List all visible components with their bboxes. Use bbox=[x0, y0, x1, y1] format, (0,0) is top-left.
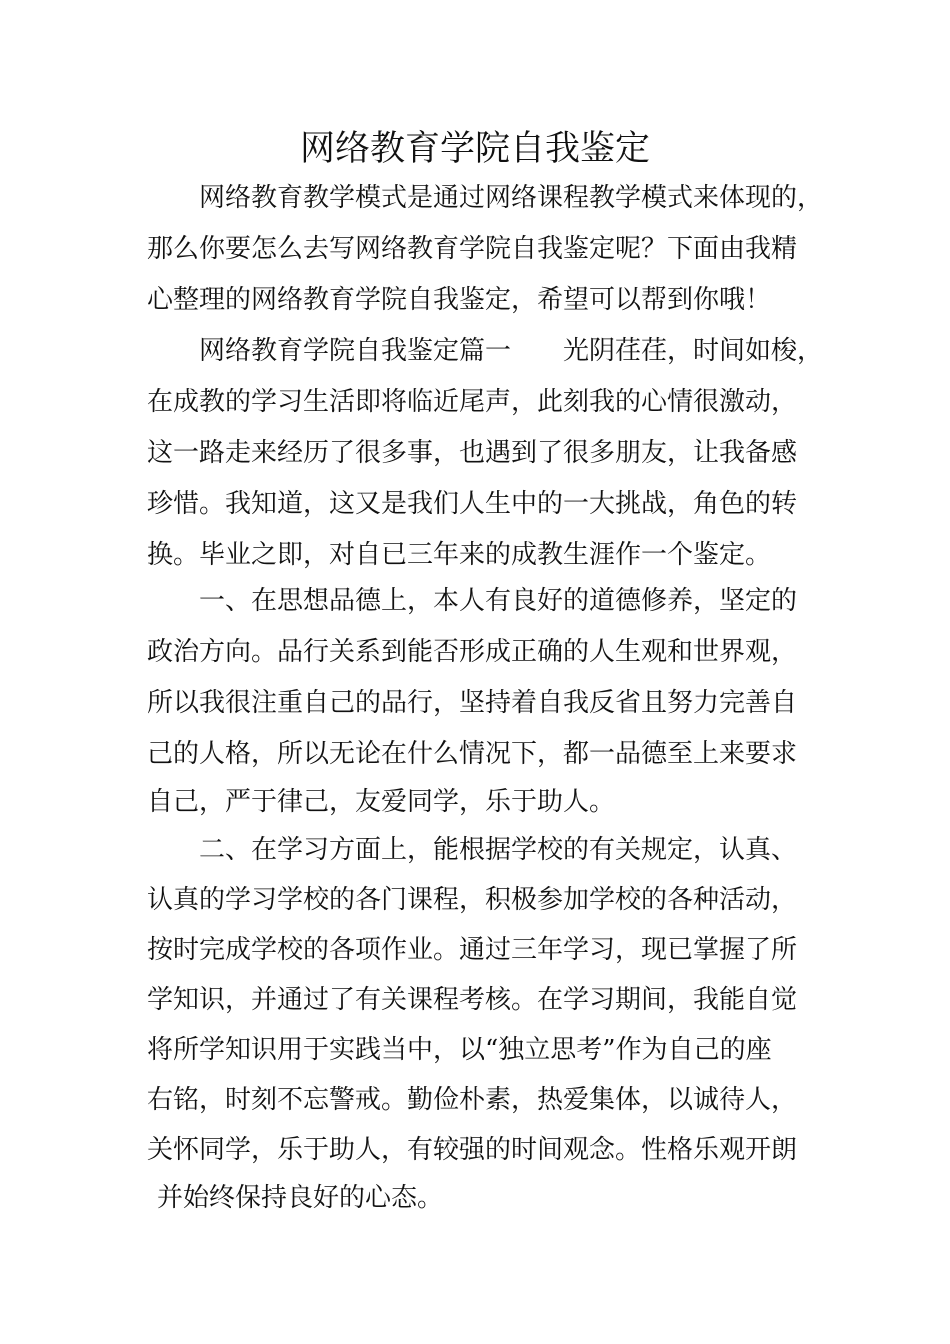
paragraph-line: 将所学知识用于实践当中，以“独立思考”作为自己的座 bbox=[147, 1035, 772, 1065]
paragraph-line: 心整理的网络教育学院自我鉴定，希望可以帮到你哦！ bbox=[147, 285, 772, 315]
paragraph-line: 一、在思想品德上，本人有良好的道德修养，坚定的 bbox=[199, 586, 798, 616]
paragraph-line: 所以我很注重自己的品行，坚持着自我反省且努力完善自 bbox=[147, 688, 798, 718]
paragraph-line: 网络教育教学模式是通过网络课程教学模式来体现的， bbox=[199, 183, 824, 213]
paragraph-line: 在成教的学习生活即将临近尾声，此刻我的心情很激动， bbox=[147, 387, 798, 417]
paragraph-line: 换。毕业之即，对自已三年来的成教生涯作一个鉴定。 bbox=[147, 540, 772, 570]
paragraph-line: 那么你要怎么去写网络教育学院自我鉴定呢？下面由我精 bbox=[147, 234, 798, 264]
paragraph-line: 认真的学习学校的各门课程，积极参加学校的各种活动， bbox=[147, 885, 798, 915]
paragraph-line: 二、在学习方面上，能根据学校的有关规定，认真、 bbox=[199, 835, 798, 865]
paragraph-line: 政治方向。品行关系到能否形成正确的人生观和世界观， bbox=[147, 637, 798, 667]
paragraph-line: 关怀同学，乐于助人，有较强的时间观念。性格乐观开朗 bbox=[147, 1135, 798, 1165]
paragraph-line: 并始终保持良好的心态。 bbox=[157, 1183, 444, 1213]
document-title: 网络教育学院自我鉴定 bbox=[299, 129, 650, 169]
paragraph-line: 按时完成学校的各项作业。通过三年学习，现已掌握了所 bbox=[147, 935, 798, 965]
paragraph-line: 己的人格，所以无论在什么情况下，都一品德至上来要求 bbox=[147, 739, 798, 769]
paragraph-line: 右铭，时刻不忘警戒。勤俭朴素，热爱集体，以诚待人， bbox=[147, 1085, 798, 1115]
paragraph-line: 自己，严于律己，友爱同学，乐于助人。 bbox=[147, 787, 616, 817]
paragraph-line: 网络教育学院自我鉴定篇一 光阴荏荏，时间如梭， bbox=[199, 336, 824, 366]
paragraph-line: 这一路走来经历了很多事，也遇到了很多朋友，让我备感 bbox=[147, 438, 798, 468]
paragraph-line: 学知识，并通过了有关课程考核。在学习期间，我能自觉 bbox=[147, 985, 798, 1015]
paragraph-line: 珍惜。我知道，这又是我们人生中的一大挑战，角色的转 bbox=[147, 489, 798, 519]
